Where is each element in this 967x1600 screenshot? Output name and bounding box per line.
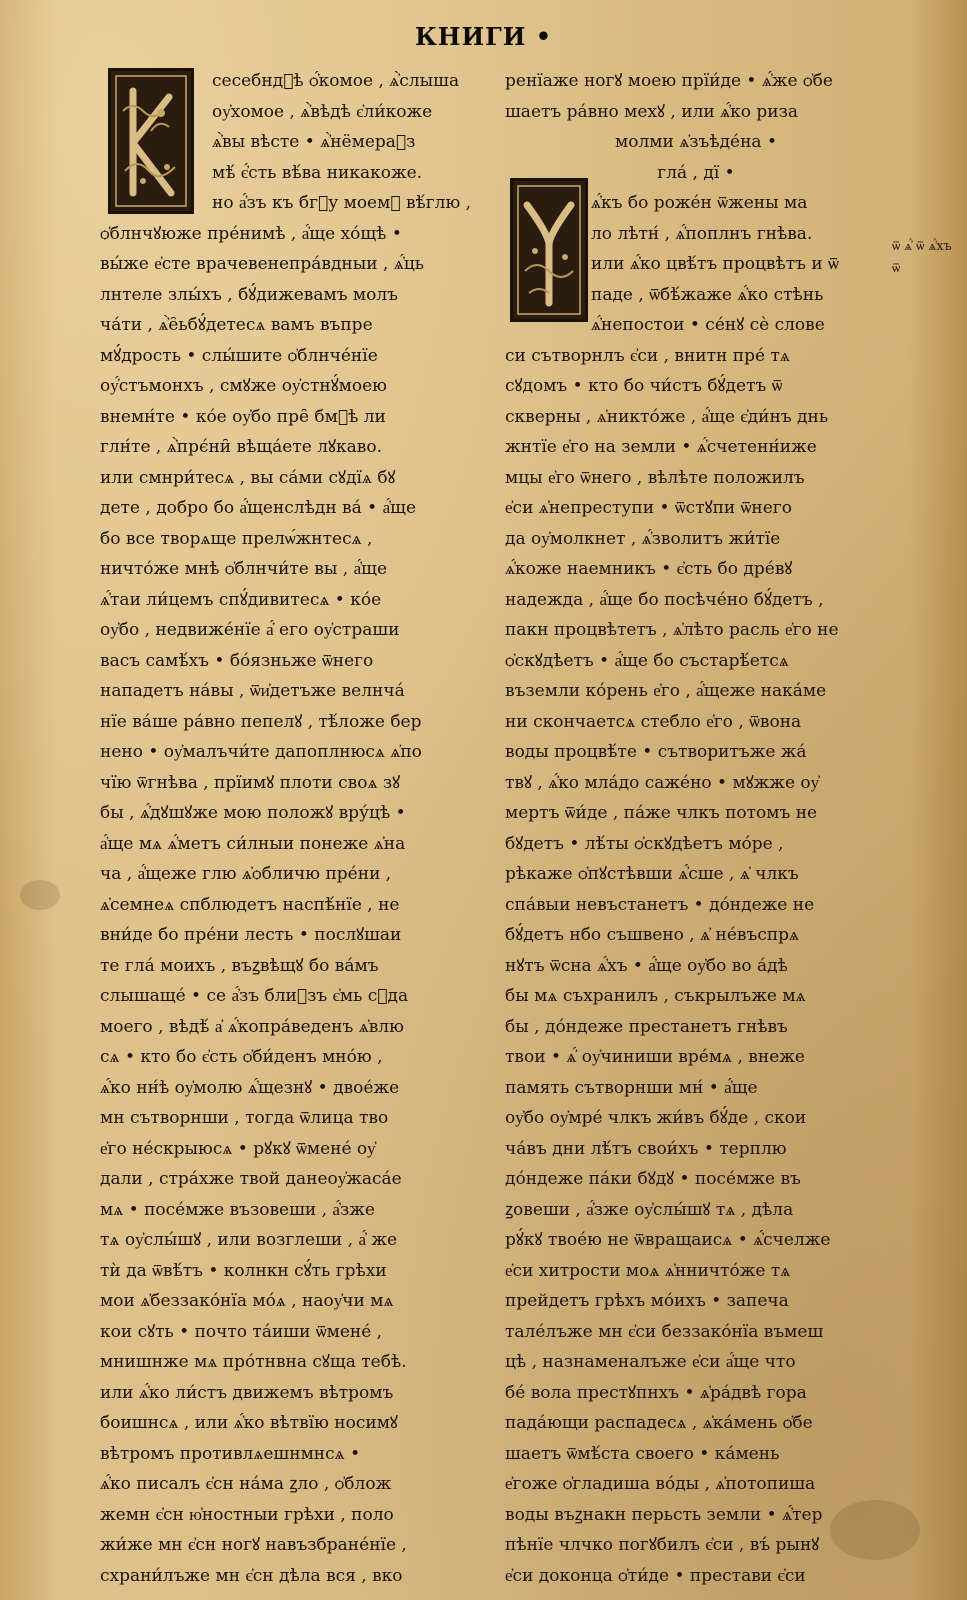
text-line: пакн процвѣтетъ , ѧ҆лѣто расль е҆го не <box>505 620 839 640</box>
text-line: тѝ да ѿвѣ́тъ • колнкн сꙋ́ть грѣхи <box>100 1260 387 1281</box>
text-line: цѣ , назнаменалъже е҆си а҆́ще что <box>505 1352 796 1372</box>
text-line: рꙋ́кꙋ твое́ю не ѿвращаисѧ • ѧ҆́счелже <box>505 1230 831 1250</box>
text-line: мцы е҆го ѿнего , вѣлѣте положилъ <box>505 467 805 488</box>
text-line: оу҆́стъмонхъ , смꙋже оу҆стнꙋ́моею <box>100 376 387 396</box>
text-line: воды процвѣ́те • сътворитъже жа́ <box>505 742 807 762</box>
text-line: сꙋдомъ • кто бо чи́стъ бꙋ́детъ ѿ <box>505 376 783 396</box>
text-line: мои ѧ҆беззако́нїа мо́ѧ , наоу҆чи мѧ <box>100 1291 394 1311</box>
text-line: е҆го не́скрыюсѧ • рꙋкꙋ ѿмене́ оу҆ <box>100 1138 376 1159</box>
text-line: ни скончаетсѧ стебло е҆го , ѿвона <box>505 711 802 732</box>
left-text-column <box>100 66 485 1591</box>
text-line: память сътворнши мн́ • а҆́ще <box>505 1077 758 1098</box>
text-line: нїе ва́ше ра́вно пепелꙋ , тѣ́ложе бер <box>100 711 422 732</box>
text-line: ренїаже ногꙋ моею прїи́де • ѧ҆́же ѻ҆бе <box>505 71 833 91</box>
text-line: сѧ • кто бо є҆сть ѻ҆би́денъ мно́ю , <box>100 1047 383 1067</box>
text-line: но а҆́зъ къ бг꙼у моемꙋ вѣ́глю , <box>212 193 472 213</box>
text-line: глн́те , ѧ҆̀прє́ни̑ вѣща́ете лꙋкаво. <box>100 437 382 457</box>
text-line: ча , а҆́щеже глю ѧ҆ѻбличю пре́ни , <box>100 864 392 884</box>
text-line: бꙋдетъ • лѣ́ты ѻ҆скꙋдѣетъ мо́ре , <box>505 833 784 854</box>
text-line: е҆гоже ѻ҆гладиша во́ды , ѧ҆потопиша <box>505 1474 816 1494</box>
text-line: ѻ҆блнчꙋюже пре́нимѣ , а҆́ще хо́щѣ • <box>100 223 402 244</box>
text-line: ѧ҆семнеѧ спблюдетъ наспѣ́нїе , не <box>100 894 400 915</box>
text-line: ꙁовеши , а҆́зже оу҆слы́шꙋ тѧ , дѣла <box>505 1199 794 1220</box>
text-line: ча́въ дни лѣ́тъ свои́хъ • терплю <box>505 1138 787 1159</box>
text-line: или ѧ҆́ко цвѣ́тъ процвѣтъ и ѿ <box>591 254 839 274</box>
text-line: схрани́лъже мн є҆сн дѣла вся , вко <box>100 1565 403 1586</box>
text-line: ѧ҆́коже наемникъ • є҆сть бо дре́вꙋ <box>505 559 793 579</box>
text-line: си сътворнлъ є҆си , внитн пре́ тѧ <box>505 345 790 366</box>
text-line: вѣтромъ противлѧешнмнсѧ • <box>100 1443 361 1464</box>
text-line: нападетъ на́вы , ѿи҆детъже велнча́ <box>100 681 405 701</box>
text-line: дете , добро бо а҆́щенслѣдн ва́ • а҆́ще <box>100 498 417 518</box>
text-line: воды въꙁнакн перьсть земли • ѧ҆́тер <box>505 1504 823 1525</box>
chapter-heading: гла́ , дї • <box>657 162 735 183</box>
text-line: твꙋ , ѧ҆́ко мла́до саже́но • мꙋжже оу҆ <box>505 772 820 793</box>
text-line: слышаще́ • се а҆́зъ бли꙼зъ є҆мь сꙋда <box>100 986 409 1006</box>
text-line: бе́ вола престꙋпнхъ • ѧ҆ра́двѣ гора <box>505 1382 807 1403</box>
text-line: ча́ти , ѧ҆̀е̑ьбꙋ́детесѧ вамъ въпре <box>100 315 373 335</box>
text-line: моего , вѣдѣ́ а҆ ѧ҆́копра́веденъ ѧ҆влю <box>100 1016 404 1037</box>
text-line: ѧ҆́ко писалъ є҆сн на́ма ꙁло , ѻ҆блож <box>100 1474 392 1494</box>
text-line: чїю ѿгнѣва , прїимꙋ плоти своѧ зꙋ <box>100 772 401 793</box>
text-line: оу҆хомое , ѧ҆̀вѣдѣ є҆ли́коже <box>212 101 433 122</box>
running-head: КНИГИ • <box>414 22 553 51</box>
text-line: мнишнже мѧ про́тнвна сꙋща тебѣ. <box>100 1352 407 1372</box>
margin-annotation: ѿ ѧ҆́ ѿ ѧ҆́хъ ѿ <box>892 239 952 276</box>
text-line: ло лѣтн́ , ѧ҆́поплнъ гнѣва. <box>591 223 813 244</box>
text-line: бы , ѧ҆́дꙋшꙋже мою положꙋ вру́цѣ • <box>100 803 406 823</box>
text-line: да оу҆молкнет , ѧ҆́зволитъ жи́тїе <box>505 528 781 549</box>
paper-stain <box>20 880 60 910</box>
text-line: жемн є҆сн ю҆ностныи грѣхи , поло <box>100 1504 394 1525</box>
text-line: мѧ • посе́мже възовеши , а҆́зже <box>100 1199 375 1220</box>
text-line: е҆си хитрости моѧ ѧ҆нничто́же тѧ <box>505 1260 791 1281</box>
text-line: молми ѧ҆зъѣде́на • <box>614 132 777 152</box>
text-line: ѧ҆́къ бо роже́н ѿжены ма <box>591 193 808 213</box>
text-line: вни́де бо пре́ни лесть • послꙋшаи <box>100 925 402 945</box>
text-line: твои • ѧ҆́ оу҆чиниши вре́мѧ , внеже <box>505 1047 805 1067</box>
text-line: мн сътворнши , тогда ѿлица тво <box>100 1108 389 1128</box>
text-line: е҆си доконца ѻ҆ти́де • престави є҆си <box>505 1565 806 1586</box>
text-line: или ѧ҆́ко ли́стъ движемъ вѣтромъ <box>100 1382 394 1403</box>
text-line: лнтеле злы́хъ , бꙋ́дижевамъ молъ <box>100 284 399 305</box>
text-line: мѣ́ є҆́сть вѣ́ва никакоже. <box>212 162 423 183</box>
text-line: сесебнд꙼ѣ ѻ҆́комое , ѧ҆̀слыша <box>212 71 460 91</box>
text-line: бо все творѧще прелѡ́жнтесѧ , <box>100 528 373 549</box>
text-line: нꙋтъ ѿсна ѧ҆́хъ • а҆́ще оу҆бо во а́дѣ <box>505 955 788 976</box>
text-line: шаетъ ра́вно мехꙋ , или ѧ҆́ко риза <box>505 101 799 122</box>
text-line: вы́же е҆сте врачевенепра́вдныи , ѧ҆́ць <box>100 254 425 274</box>
text-line: мꙋ́дрость • слы́шите ѻ҆блнче́нїе <box>100 345 378 366</box>
text-line: тале́лъже мн є҆си беззако́нїа въмеш <box>505 1321 824 1342</box>
text-line: прейдетъ грѣхъ мо́ихъ • запеча <box>505 1291 789 1311</box>
text-line: пада́ющи распадесѧ , ѧ҆ка́мень ѻ҆бе <box>505 1413 813 1433</box>
text-line: а҆́ще мѧ ѧ҆́метъ си́лныи понеже ѧ҆на <box>100 833 406 854</box>
text-line: оу҆бо , недвиже́нїе а҆́ его оу҆страши <box>100 620 400 640</box>
text-line: е҆си ѧ҆непреступи • ѿстꙋпи ѿнего <box>505 498 792 518</box>
text-line: ѧ҆́непостои • се́нꙋ сѐ слове <box>591 315 825 335</box>
text-line: въземли ко́рень е҆го , а҆́щеже нака́ме <box>505 681 827 701</box>
text-line: тѧ оу҆слы́шꙋ , или возглеши , а҆́ же <box>100 1230 398 1250</box>
text-line: до́ндеже па́ки бꙋдꙋ • посе́мже въ <box>505 1169 801 1189</box>
text-line: бы , до́ндеже престанетъ гнѣвъ <box>505 1016 788 1037</box>
text-line: ѻ҆скꙋдѣетъ • а҆́ще бо състарѣ́етсѧ <box>505 650 789 671</box>
text-line: шаетъ ѿмѣ́ста своего • ка́мень <box>505 1443 780 1464</box>
text-line: жи́же мн є҆сн ногꙋ навъзбране́нїе , <box>100 1535 407 1555</box>
text-line: внемн́те • ко́е оу҆бо пре̑ бм꙼ѣ ли <box>100 406 386 427</box>
text-line: ничто́же мнѣ ѻ҆блнчи́те вы , а҆́ще <box>100 559 387 579</box>
text-line: пѣнїе члчко погꙋбилъ є҆си , въ́ рынꙋ <box>505 1535 820 1555</box>
text-line: оу҆бо оу҆мре́ члкъ жи́въ бꙋ́де , скои <box>505 1108 807 1128</box>
right-text-column <box>505 66 887 1591</box>
text-line: рѣкаже ѻ҆пꙋстѣвши ѧ҆́сше , ѧ҆ члкъ <box>505 864 799 884</box>
text-line: мертъ ѿи́де , па́же члкъ потомъ не <box>505 803 818 823</box>
text-line: ѧ҆́ко нн́ѣ оу҆молю ѧ҆́щезнꙋ • двое́же <box>100 1077 400 1098</box>
text-line: спа́выи невъстанетъ • до́ндеже не <box>505 894 815 915</box>
text-line: скверны , ѧ҆никто́же , а҆́ще є҆ди́нъ днь <box>505 406 829 427</box>
text-line: надежда , а҆́ще бо посѣче́но бꙋ́детъ , <box>505 589 824 610</box>
text-line: бꙋ́детъ нбо съшвено , ѧ҆ не́въспрѧ <box>505 925 800 945</box>
text-line: боишнсѧ , или ѧ҆́ко вѣтвїю носимꙋ <box>100 1413 398 1433</box>
text-line: дали , стра́хже твой данеоу҆жаса́е <box>100 1169 402 1189</box>
text-line: бы мѧ съхранилъ , съкрылъже мѧ <box>505 986 806 1006</box>
text-line: жнтїе е҆го на земли • ѧ҆́счетенн́иже <box>505 437 817 457</box>
text-line: ѧ҆́таи ли́цемъ спꙋ́дивитесѧ • ко́е <box>100 589 382 610</box>
text-line: нено • оу҆малъчи́те дапоплнюсѧ ѧ҆по <box>100 742 422 762</box>
text-line: те гла́ моихъ , въꙁвѣщꙋ бо ва́мъ <box>100 955 379 976</box>
text-line: паде , ѿбѣ́жаже ѧ҆́ко стѣнь <box>591 284 824 305</box>
text-line: или смнри́тесѧ , вы са́ми сꙋдїѧ бꙋ <box>100 467 396 488</box>
text-line: кои сꙋть • почто та́иши ѿмене́ , <box>100 1321 383 1342</box>
text-line: ѧ҆̀вы вѣсте • ѧ҆̀нёмера꙼з <box>212 132 416 152</box>
text-line: васъ самѣ́хъ • бо́язньже ѿнего <box>100 650 374 671</box>
